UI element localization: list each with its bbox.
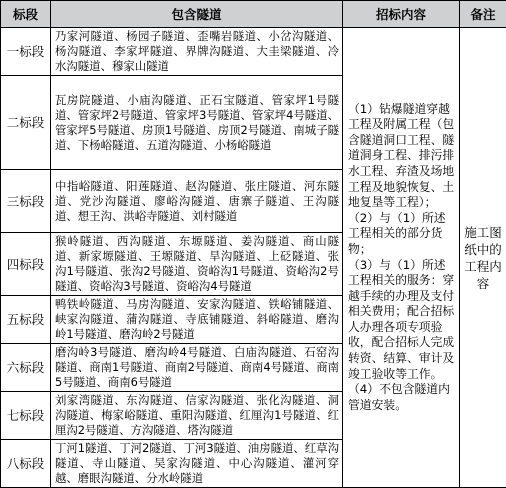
section-name: 二标段 [1, 76, 51, 170]
tunnel-list: 中指峪隧道、阳莲隧道、赵沟隧道、张庄隧道、河东隧道、党沙沟隧道、廖峪沟隧道、唐寨子隧道、王沟隧道、想王沟、洪峪寺隧道、刘村隧道 [51, 170, 343, 233]
remark-cell: 施工图纸中的工程内容 [460, 28, 506, 488]
tunnel-list: 乃家河隧道、杨园子隧道、歪嘴岩隧道、小岔沟隧道、杨沟隧道、李家坪隧道、界牌沟隧道、大圭梁隧道、冷水沟隧道、穆家山隧道 [51, 28, 343, 76]
tunnel-list: 丁河1隧道、丁河2隧道、丁河3隧道、油房隧道、红草沟隧道、寺山隧道、吴家沟隧道、中心沟隧道、灌河穿越、磨眼沟隧道、分水岭隧道 [51, 440, 343, 488]
tunnel-list: 磨沟岭3号隧道、磨沟岭4号隧道、白庙沟隧道、石窑沟隧道、商南1号隧道、商南2号隧道、商南4号隧道、商南5号隧道、商南6号隧道 [51, 344, 343, 392]
tunnel-list: 鸭铁岭隧道、马房沟隧道、安家沟隧道、铁峪铺隧道、峡家沟隧道、蒲沟隧道、寺底铺隧道、斜峪隧道、磨沟岭1号隧道、磨沟岭2号隧道 [51, 296, 343, 344]
header-remark: 备注 [460, 1, 506, 28]
scope-cell [343, 28, 460, 488]
scope-paragraph: （4）不包含隧道内管道安装。 [348, 382, 455, 413]
scope-paragraph: （2）与（1）所述工程相关的部分货物； [348, 211, 455, 258]
tunnel-list: 刘家湾隧道、东沟隧道、信家沟隧道、张化沟隧道、洞沟隧道、梅家峪隧道、重阳沟隧道、红厘沟1号隧道、红厘沟2号隧道、方沟隧道、塔沟隧道 [51, 392, 343, 440]
section-name: 一标段 [1, 28, 51, 76]
table-header-row [1, 1, 506, 28]
section-name: 六标段 [1, 344, 51, 392]
table-row [1, 28, 506, 76]
section-name: 三标段 [1, 170, 51, 233]
header-section: 标段 [1, 1, 51, 28]
scope-paragraph: （1）钻爆隧道穿越工程及附属工程（包含隧道洞口工程、隧道洞身工程、排污排水工程、弃渣及场地工程及地貌恢复、土地复垦等工程）； [348, 102, 455, 211]
section-name: 五标段 [1, 296, 51, 344]
section-name: 四标段 [1, 233, 51, 296]
scope-paragraph: （3）与（1）所述工程相关的服务：穿越手续的办理及支付相关费用；配合招标人办理各项专项验收，配合招标人完成转资、结算、审计及竣工验收等工作。 [348, 258, 455, 383]
tunnel-list: 瓦房院隧道、小庙沟隧道、正石宝隧道、管家坪1号隧道、管家坪2号隧道、管家坪3号隧道、管家坪4号隧道、管家坪5号隧道、房顶1号隧道、房顶2号隧道、南城子隧道、下杨峪隧道、五道沟隧道、小杨峪隧道 [51, 76, 343, 170]
header-tunnels: 包含隧道 [51, 1, 343, 28]
header-scope: 招标内容 [343, 1, 460, 28]
section-name: 七标段 [1, 392, 51, 440]
tunnel-list: 猴岭隧道、西沟隧道、东塬隧道、姜沟隧道、商山隧道、新家塬隧道、王塬隧道、旱沟隧道、上砭隧道、张沟1号隧道、张沟2号隧道、资峪沟1号隧道、资峪沟2号隧道、资峪沟3号隧道、资峪沟4号隧道 [51, 233, 343, 296]
section-name: 八标段 [1, 440, 51, 488]
